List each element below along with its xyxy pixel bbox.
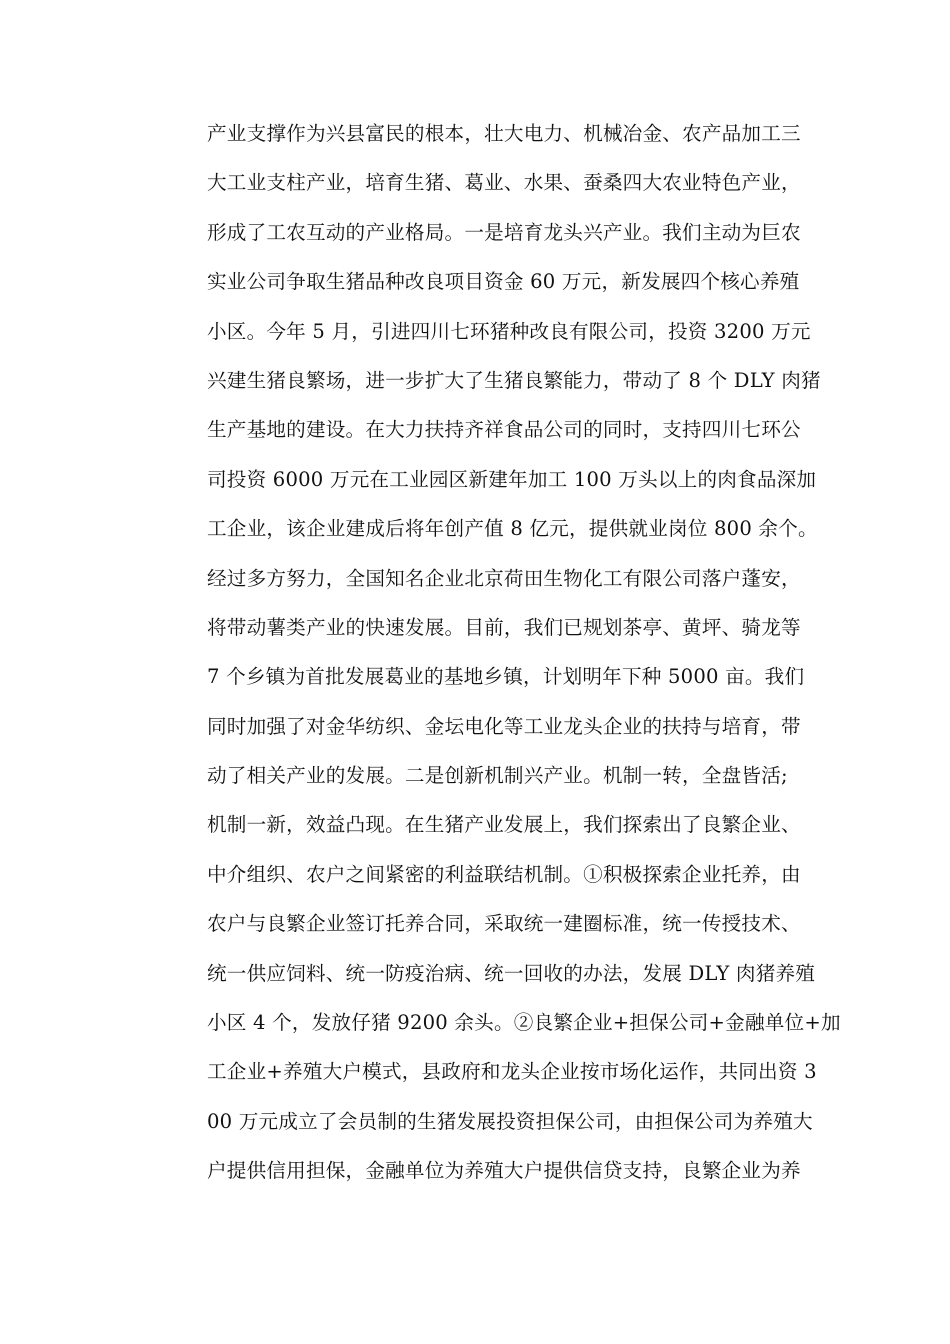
- text-line: 司投资 6000 万元在工业园区新建年加工 100 万头以上的肉食品深加: [207, 467, 817, 491]
- text-line: 机制一新，效益凸现。在生猪产业发展上，我们探索出了良繁企业、: [207, 813, 801, 837]
- text-line: 户提供信用担保，金融单位为养殖大户提供信贷支持，良繁企业为养: [207, 1159, 801, 1183]
- text-line: 产业支撑作为兴县富民的根本，壮大电力、机械冶金、农产品加工三: [207, 122, 801, 145]
- text-line: 小区 4 个，发放仔猪 9200 余头。②良繁企业+担保公司+金融单位+加: [207, 1011, 841, 1035]
- text-line: 中介组织、农户之间紧密的利益联结机制。①积极探索企业托养，由: [207, 862, 801, 886]
- text-line: 7 个乡镇为首批发展葛业的基地乡镇，计划明年下种 5000 亩。我们: [207, 665, 805, 689]
- text-line: 形成了工农互动的产业格局。一是培育龙头兴产业。我们主动为巨农: [207, 220, 801, 244]
- text-line: 动了相关产业的发展。二是创新机制兴产业。机制一转，全盘皆活;: [207, 764, 788, 788]
- text-line: 同时加强了对金华纺织、金坛电化等工业龙头企业的扶持与培育，带: [207, 714, 801, 738]
- text-line: 大工业支柱产业，培育生猪、葛业、水果、蚕桑四大农业特色产业，: [207, 171, 801, 195]
- text-line: 工企业+养殖大户模式，县政府和龙头企业按市场化运作，共同出资 3: [207, 1060, 817, 1084]
- text-line: 将带动薯类产业的快速发展。目前，我们已规划茶亭、黄坪、骑龙等: [207, 615, 801, 639]
- text-line: 兴建生猪良繁场，进一步扩大了生猪良繁能力，带动了 8 个 DLY 肉猪: [207, 368, 821, 392]
- body-text: [207, 109, 841, 1196]
- text-line: 小区。今年 5 月，引进四川七环猪种改良有限公司，投资 3200 万元: [207, 319, 811, 343]
- text-line: 农户与良繁企业签订托养合同，采取统一建圈标准，统一传授技术、: [207, 912, 801, 936]
- text-line: 统一供应饲料、统一防疫治病、统一回收的办法，发展 DLY 肉猪养殖: [207, 961, 816, 985]
- text-line: 00 万元成立了会员制的生猪发展投资担保公司，由担保公司为养殖大: [207, 1109, 813, 1133]
- text-line: 经过多方努力，全国知名企业北京荷田生物化工有限公司落户蓬安，: [207, 566, 801, 590]
- text-line: 工企业，该企业建成后将年创产值 8 亿元，提供就业岗位 800 余个。: [207, 517, 818, 541]
- text-line: 生产基地的建设。在大力扶持齐祥食品公司的同时，支持四川七环公: [207, 418, 801, 442]
- text-line: 实业公司争取生猪品种改良项目资金 60 万元，新发展四个核心养殖: [207, 270, 800, 294]
